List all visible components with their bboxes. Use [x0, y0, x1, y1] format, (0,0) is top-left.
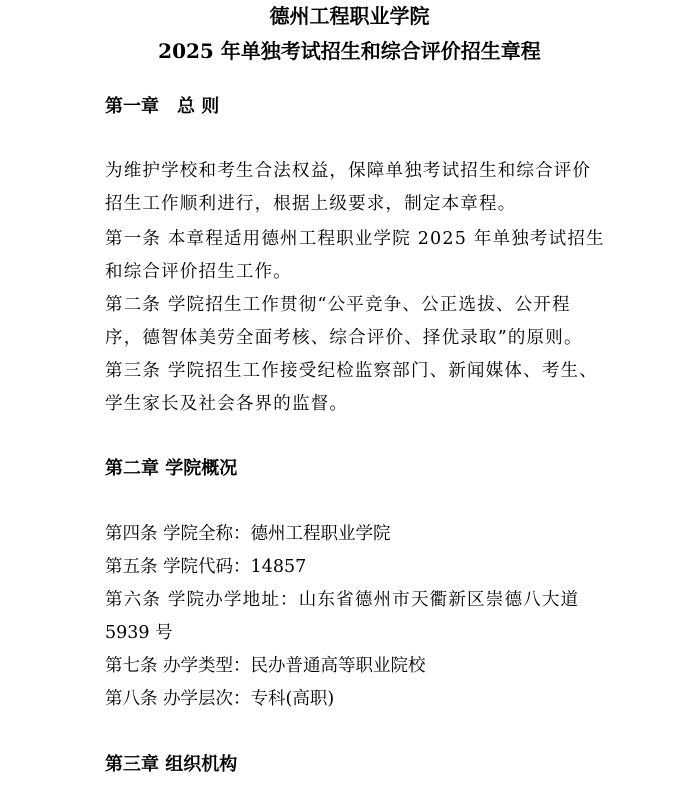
article7: 第七条 办学类型：民办普通高等职业院校 [105, 656, 426, 676]
article6-line-1: 第六条 学院办学地址：山东省德州市天衢新区崇德八大道 [105, 590, 580, 610]
article1-line-2: 和综合评价招生工作。 [105, 262, 292, 282]
article2-line-1: 第二条 学院招生工作贯彻“公平竞争、公正选拔、公开程 [105, 295, 571, 315]
document-subtitle: 2025 年单独考试招生和综合评价招生章程 [158, 39, 541, 63]
chapter1-intro-line-2: 招生工作顺利进行，根据上级要求，制定本章程。 [105, 194, 517, 214]
article4: 第四条 学院全称：德州工程职业学院 [105, 524, 391, 544]
chapter3-heading: 第三章 组织机构 [105, 754, 238, 775]
article1-line-1: 第一条 本章程适用德州工程职业学院 2025 年单独考试招生 [105, 229, 605, 249]
article2-line-2: 序，德智体美劳全面考核、综合评价、择优录取”的原则。 [105, 328, 583, 348]
chapter1-heading: 第一章 总 则 [105, 96, 220, 117]
article3-line-1: 第三条 学院招生工作接受纪检监察部门、新闻媒体、考生、 [105, 361, 598, 381]
chapter2-heading: 第二章 学院概况 [105, 458, 238, 479]
article5: 第五条 学院代码：14857 [105, 557, 307, 577]
document-title: 德州工程职业学院 [269, 4, 430, 28]
chapter1-intro-line-1: 为维护学校和考生合法权益，保障单独考试招生和综合评价 [105, 161, 592, 181]
article6-line-2: 5939 号 [105, 623, 173, 643]
article3-line-2: 学生家长及社会各界的监督。 [105, 394, 349, 414]
article8: 第八条 办学层次：专科(高职) [105, 689, 335, 709]
